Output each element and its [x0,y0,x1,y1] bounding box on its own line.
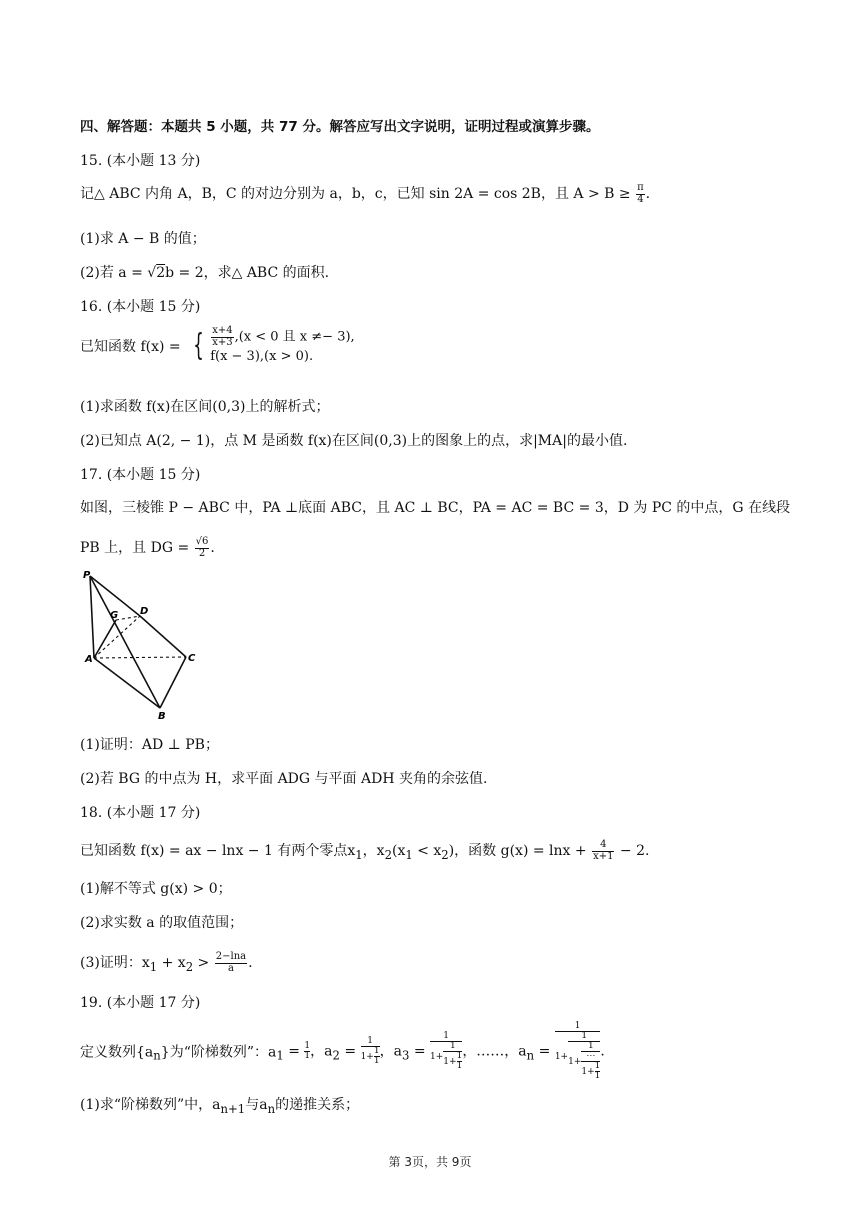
q19-a3-inner2-den: 1 [456,1061,463,1071]
q19-a3-inner-num: 1 [443,1042,462,1052]
q16-part1: (1)求函数 f(x)在区间(0,3)上的解析式； [80,399,330,415]
q18-frac-den: x+1 [593,850,614,862]
q19-stem-a: 定义数列{a [80,1044,154,1061]
q17-header: 17. (本小题 15 分) [80,467,201,483]
q19-a3-inner-den [443,1052,462,1071]
q17-fraction [195,537,210,559]
q18-part3-den: a [227,962,234,974]
q15-stem-end: . [645,186,651,202]
q18-part3-c: > [193,955,214,971]
q19-a2-num: 1 [361,1037,380,1047]
q18-stem-b: ，x [362,843,385,859]
q19-part1-sub2: n [267,1101,276,1116]
q17-frac-den: 2 [198,547,206,559]
q19-an-inner2-num: 1 [581,1042,600,1052]
q16-case2: f(x − 3),(x > 0). [210,349,314,364]
label-C: C [188,653,196,664]
q19-eq-2: = [339,1043,361,1060]
q17-frac-num: √6 [195,536,209,547]
label-B: B [158,711,166,722]
q15-part2-sqrt: 2 [156,265,166,281]
q18-part1: (1)解不等式 g(x) > 0； [80,881,232,897]
q19-a2-den-prefix: 1+ [360,1052,374,1062]
q19-an-inner4-den: 1 [594,1071,601,1081]
edge-AG [94,620,116,658]
q17-part1: (1)证明：AD ⊥ PB； [80,737,219,753]
q19-sub-an: n [526,1048,535,1063]
q19-part1-c: 的递推关系； [275,1097,360,1113]
q19-an-vdots: ⋯ [581,1052,600,1062]
q15-stem-text: 记△ ABC 内角 A，B，C 的对边分别为 a，b，c，已知 sin 2A = cos 2B，且 A > B ≥ [80,186,636,202]
q19-stem [80,1022,605,1081]
q15-stem [80,183,650,205]
q19-an-den-prefix: 1+ [554,1052,569,1062]
q19-eq-1: = [283,1043,305,1060]
label-A: A [85,654,93,665]
q19-an-inner-prefix: 1+ [568,1057,582,1067]
q18-part3-sub1: 1 [149,959,158,974]
q19-an-frac [555,1022,601,1081]
q16-case1-den: x+3 [212,336,233,348]
q18-frac-num: 4 [592,840,614,852]
q16-case1-cond: ,(x < 0 且 x ≠− 3), [234,329,355,345]
q16-header: 16. (本小题 15 分) [80,299,201,315]
q19-a3-num: 1 [430,1032,462,1042]
label-D: D [140,606,149,617]
q18-stem-d: < x [412,843,442,859]
q18-part3-end: . [248,955,253,971]
edge-AD [94,616,140,658]
q19-a3-inner-prefix: 1+ [443,1057,457,1067]
q19-an-inner4 [595,1062,601,1081]
q19-eq-4: = [534,1043,555,1060]
q16-stem-text: 已知函数 f(x) = [80,339,186,356]
q19-dots: ，……，a [462,1043,527,1060]
q15-part2-text-a: (2)若 a = [80,265,148,281]
q18-part3-fraction [215,952,247,974]
q19-sub-n: n [153,1048,161,1063]
q19-sep1: ，a [310,1043,333,1060]
q18-sub-1: 1 [355,847,363,862]
q18-part3-sub2: 2 [185,959,194,974]
q17-stem-line2-text: PB 上，且 DG = [80,540,194,556]
q19-part1-b: 与a [245,1097,268,1113]
label-P: P [83,570,91,581]
q19-a3-inner [443,1042,462,1071]
q16-part2: (2)已知点 A(2, − 1)，点 M 是函数 f(x)在区间(0,3)上的图象上的点，求|MA|的最小值. [80,433,628,449]
edge-CB [160,657,186,708]
edge-PA [90,576,94,658]
q19-end: . [600,1043,605,1060]
piecewise-brace: { [193,328,204,364]
q19-an-inner3 [581,1052,600,1081]
q19-sub-a3: 3 [401,1048,410,1063]
q17-part2: (2)若 BG 的中点为 H，求平面 ADG 与平面 ADH 夹角的余弦值. [80,771,488,787]
q19-part1 [80,1094,359,1116]
q19-sub-a1: 1 [276,1048,284,1063]
edge-AB [94,658,160,708]
q19-a1-den: 1 [304,1051,311,1061]
section-heading: 四、解答题：本题共 5 小题，共 77 分。解答应写出文字说明，证明过程或演算步骤。 [80,119,600,135]
q18-part2: (2)求实数 a 的取值范围； [80,915,244,931]
q19-a3-den-prefix: 1+ [430,1052,444,1062]
q19-a3-den [430,1042,462,1071]
q15-frac-num: π [637,182,644,193]
q19-sub-a2: 2 [332,1048,340,1063]
q19-an-inner3-den [581,1062,600,1081]
edge-DC [140,616,186,657]
q19-a2-inner-den: 1 [373,1056,380,1066]
q16-cases [210,326,354,366]
q18-part3-num: 2−lna [215,951,247,962]
q15-frac-den: 4 [637,193,644,205]
page-footer: 第 3页，共 9页 [388,1155,472,1169]
q19-part1-a: (1)求“阶梯数列”中，a [80,1097,221,1113]
q18-fraction [592,840,614,862]
q18-stem-c: (x [391,843,406,859]
q19-an-inner3-prefix: 1+ [581,1067,595,1077]
q15-part2-text-b: b = 2，求△ ABC 的面积. [165,265,330,281]
q18-part3-b: + x [157,955,186,971]
q19-stem-b: }为“阶梯数列”：a [160,1044,277,1061]
q19-an-num: 1 [555,1022,601,1032]
q19-an-inner4-num: 1 [594,1061,601,1071]
q17-stem-line1: 如图，三棱锥 P − ABC 中，PA ⊥底面 ABC，且 AC ⊥ BC，PA = AC = BC = 3，D 为 PC 的中点，G 在线段 [80,500,791,516]
q18-sub-1b: 1 [405,847,413,862]
q18-sub-2: 2 [384,847,392,862]
edge-AC [94,657,186,658]
q19-an-inner-den [568,1042,600,1081]
q18-header: 18. (本小题 17 分) [80,805,201,821]
q19-a3-inner2-num: 1 [456,1051,463,1061]
q16-case1-num: x+4 [212,325,233,336]
q19-sep2: ，a [379,1043,402,1060]
q18-sub-2b: 2 [441,847,449,862]
edge-GD [116,616,140,620]
q18-stem-f: − 2. [615,843,650,859]
q19-an-den [555,1032,601,1081]
label-G: G [110,610,119,621]
q18-part3 [80,952,253,974]
q19-an-inner2-den [581,1052,600,1081]
q15-fraction [636,183,645,205]
q15-part1: (1)求 A − B 的值； [80,231,206,247]
q18-stem-e: )，函数 g(x) = lnx + [448,843,592,859]
q19-an-inner2 [581,1042,600,1081]
q19-part1-sub1: n+1 [220,1101,246,1116]
q19-header: 19. (本小题 17 分) [80,995,201,1011]
q19-a3-frac [430,1032,462,1071]
q18-stem [80,840,649,862]
q19-eq-3: = [409,1043,431,1060]
q19-a2-den [361,1047,380,1066]
q17-stem-line2 [80,537,215,559]
q18-part3-a: (3)证明：x [80,955,150,971]
q16-case1 [210,326,354,348]
q17-stem-line2-end: . [210,540,215,556]
q15-header: 15. (本小题 13 分) [80,153,201,169]
q18-stem-a: 已知函数 f(x) = ax − lnx − 1 有两个零点x [80,843,356,859]
q15-part2: (2)若 a = √2b = 2，求△ ABC 的面积. [80,265,330,281]
q19-a2-frac [361,1037,380,1066]
q19-an-inner-num: 1 [568,1032,600,1042]
edge-PB [90,576,160,708]
pyramid-figure [78,568,208,723]
q19-an-inner [568,1032,600,1081]
q19-a1-num: 1 [304,1041,311,1051]
q16-stem [80,326,355,366]
q16-case1-fraction [211,326,233,348]
q19-a2-inner-num: 1 [373,1046,380,1056]
